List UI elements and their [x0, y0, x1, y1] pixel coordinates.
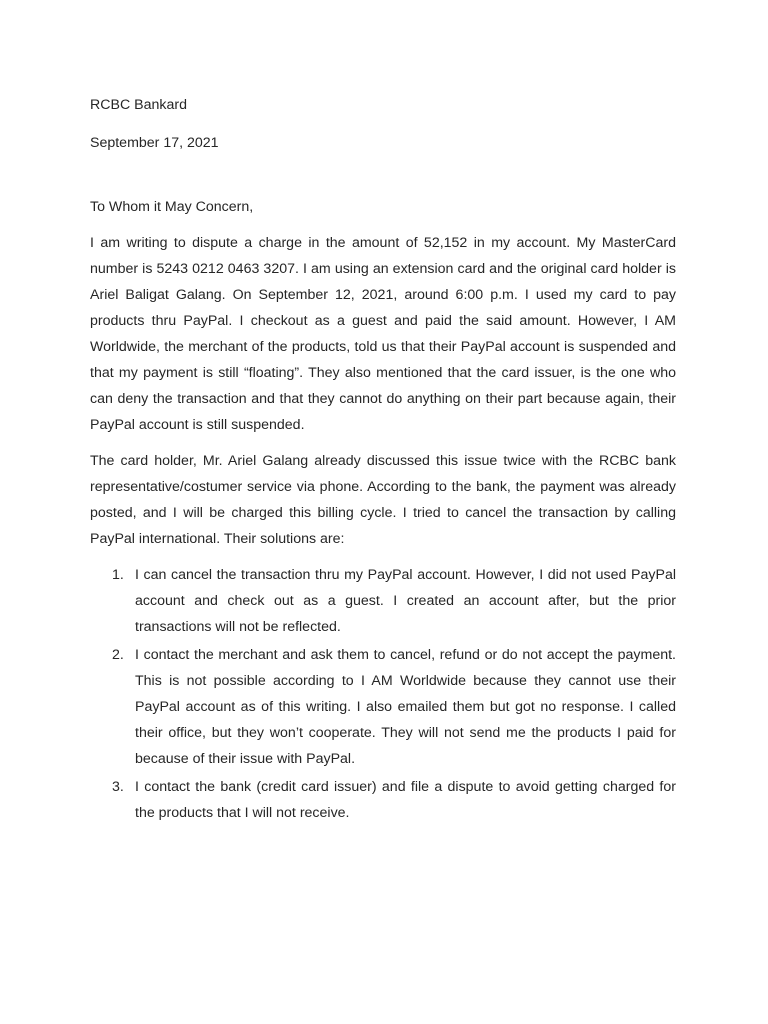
- paragraph-dispute-details: I am writing to dispute a charge in the amount of 52,152 in my account. My MasterCard number is 5243 0212 0463 3207. I am using an extension card and the original card holder is Ariel Baligat Galang. On September 12, 2021, around 6:00 p.m. I used my card to pay products thru PayPal. I checkout as a guest and paid the said amount. However, I AM Worldwide, the merchant of the products, told us that their PayPal account is suspended and that my payment is still “floating”. They also mentioned that the card issuer, is the one who can deny the transaction and that they cannot do anything on their part because again, their PayPal account is still suspended.: [90, 235, 676, 433]
- list-item-text: I contact the merchant and ask them to cancel, refund or do not accept the payment. This is not possible according to I AM Worldwide because they cannot use their PayPal account as of this writing. I also emailed them but got no response. I called their office, but they won’t cooperate. They will not send me the products I paid for because of their issue with PayPal.: [135, 647, 676, 767]
- list-item-number: 3.: [112, 779, 124, 795]
- list-item: [90, 774, 676, 826]
- paragraph-bank-contact: The card holder, Mr. Ariel Galang already discussed this issue twice with the RCBC bank representative/costumer service via phone. According to the bank, the payment was already posted, and I will be charged this billing cycle. I tried to cancel the transaction by calling PayPal international. Their solutions are:: [90, 453, 676, 547]
- salutation: To Whom it May Concern,: [90, 199, 254, 215]
- list-item: [90, 562, 676, 640]
- date-line: September 17, 2021: [90, 135, 219, 151]
- recipient-line: RCBC Bankard: [90, 97, 187, 113]
- list-item: [90, 642, 676, 772]
- list-item-text: I can cancel the transaction thru my PayPal account. However, I did not used PayPal account and check out as a guest. I created an account after, but the prior transactions will not be reflected.: [135, 567, 676, 635]
- solutions-list: [90, 562, 676, 826]
- list-item-text: I contact the bank (credit card issuer) and file a dispute to avoid getting charged for the products that I will not receive.: [135, 779, 676, 821]
- letter-page: [90, 92, 676, 828]
- list-item-number: 1.: [112, 567, 124, 583]
- list-item-number: 2.: [112, 647, 124, 663]
